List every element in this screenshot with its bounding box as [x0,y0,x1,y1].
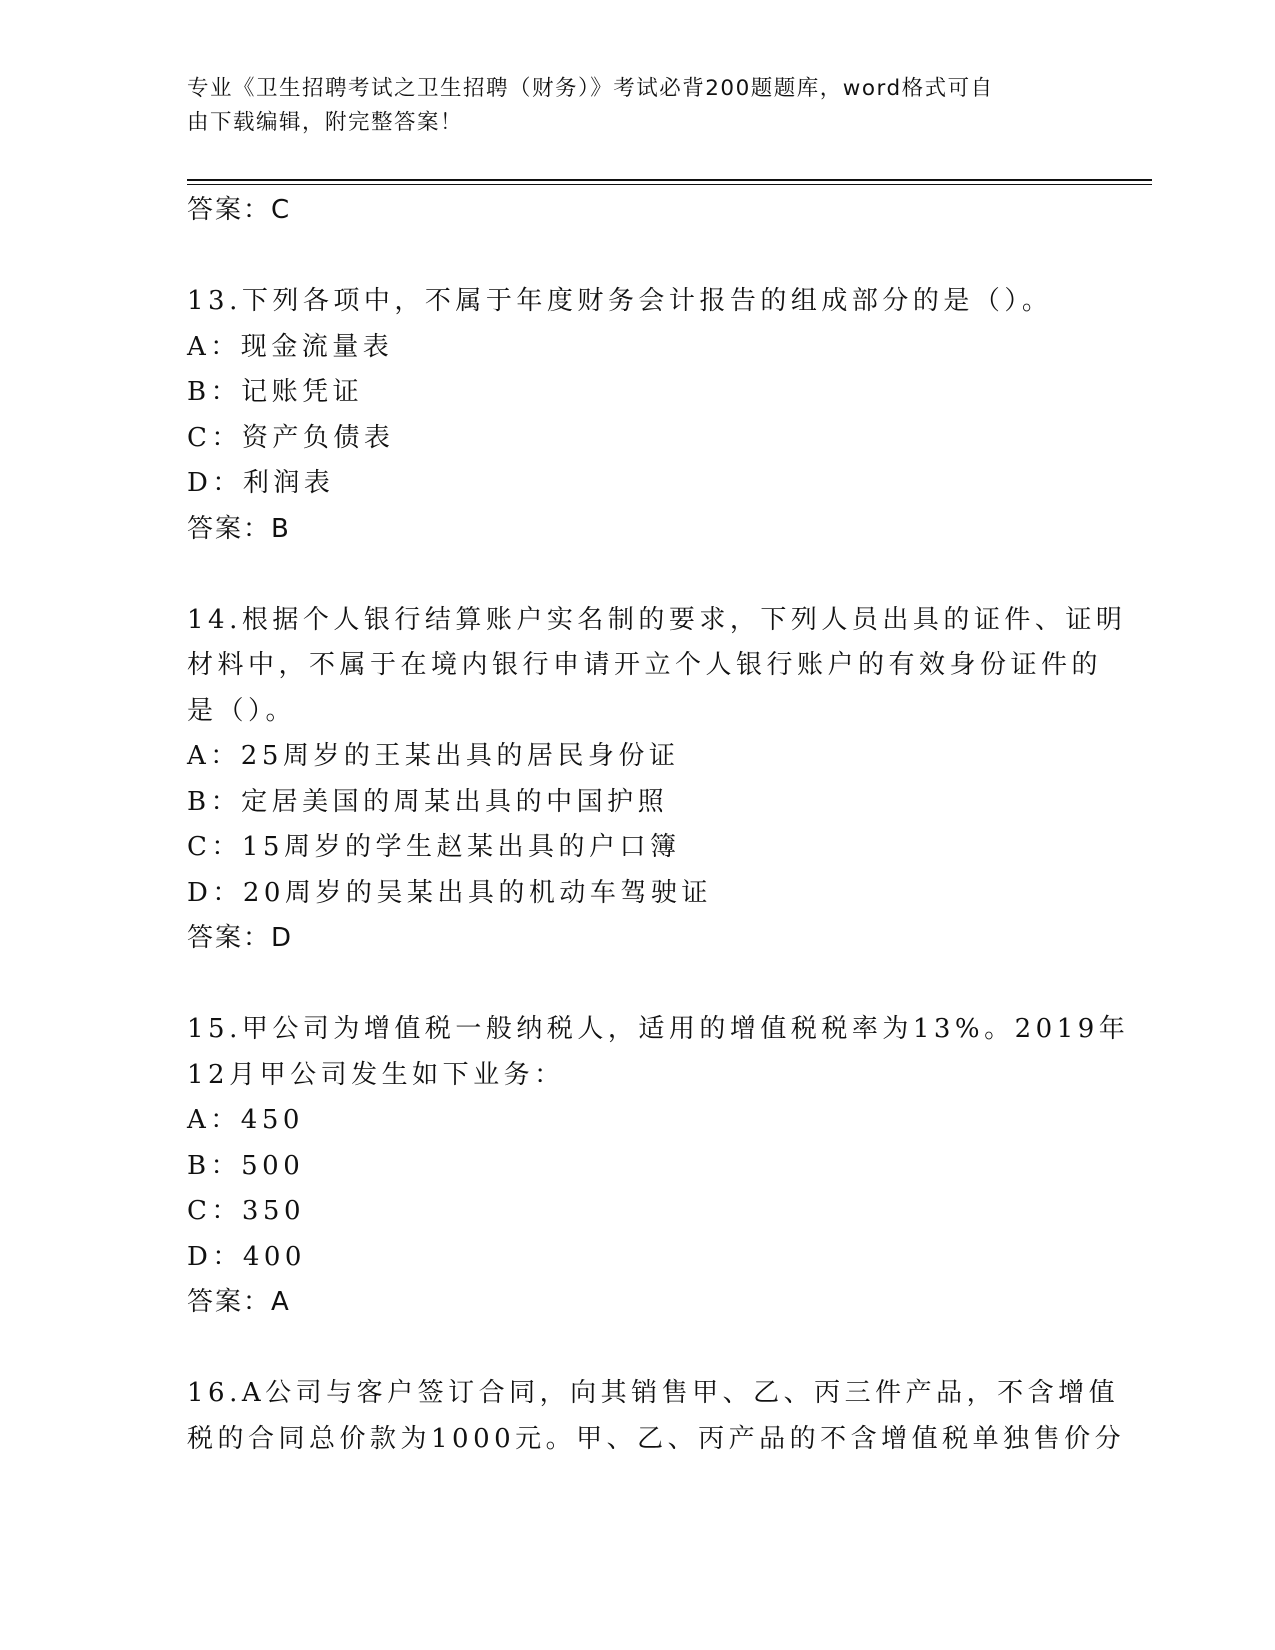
option-b: B：500 [187,1150,305,1181]
question-stem: 材料中，不属于在境内银行申请开立个人银行账户的有效身份证件的 [187,650,1103,680]
question-stem: 16.A公司与客户签订合同，向其销售甲、乙、丙三件产品，不含增值 [187,1378,1120,1408]
question-list [187,188,1130,1462]
answer-line: 答案：B [187,513,291,544]
question-stem: 14.根据个人银行结算账户实名制的要求，下列人员出具的证件、证明 [187,604,1127,635]
spacer [187,234,1087,280]
answer-line: 答案：A [187,1287,291,1317]
option-c: C：资产负债表 [187,422,395,453]
question-stem: 13.下列各项中，不属于年度财务会计报告的组成部分的是（）。 [187,286,1053,316]
spacer [187,552,1087,598]
header-line-2: 由下载编辑，附完整答案！ [187,110,464,135]
option-d: D：利润表 [187,468,335,498]
spacer [187,1326,1087,1372]
question-block [187,279,1087,552]
question-block [187,598,1127,962]
question-stem: 15.甲公司为增值税一般纳税人，适用的增值税税率为13%。2019年 [187,1014,1130,1044]
question-stem: 12月甲公司发生如下业务： [187,1059,565,1090]
question-block [187,1371,1126,1462]
option-a: A：现金流量表 [187,331,394,362]
option-c: C：350 [187,1196,306,1226]
option-c: C：15周岁的学生赵某出具的户口簿 [187,832,681,862]
option-b: B：定居美国的周某出具的中国护照 [187,786,669,817]
option-a: A：25周岁的王某出具的居民身份证 [187,741,680,771]
question-stem: 是（）。 [187,695,297,726]
document-header [187,72,1067,140]
header-rule-thin [187,184,1152,185]
option-d: D：20周岁的吴某出具的机动车驾驶证 [187,877,712,908]
spacer [187,962,1087,1008]
option-b: B：记账凭证 [187,377,364,407]
header-line-1: 专业《卫生招聘考试之卫生招聘（财务）》考试必背200题题库，word格式可自 [187,76,994,101]
question-block [187,1007,1130,1326]
answer-line: 答案：C [187,195,292,225]
question-stem: 税的合同总价款为1000元。甲、乙、丙产品的不含增值税单独售价分 [187,1423,1126,1454]
option-d: D：400 [187,1241,306,1272]
option-a: A：450 [187,1105,304,1135]
answer-line: 答案：D [187,923,294,953]
header-rule-thick [187,179,1152,181]
